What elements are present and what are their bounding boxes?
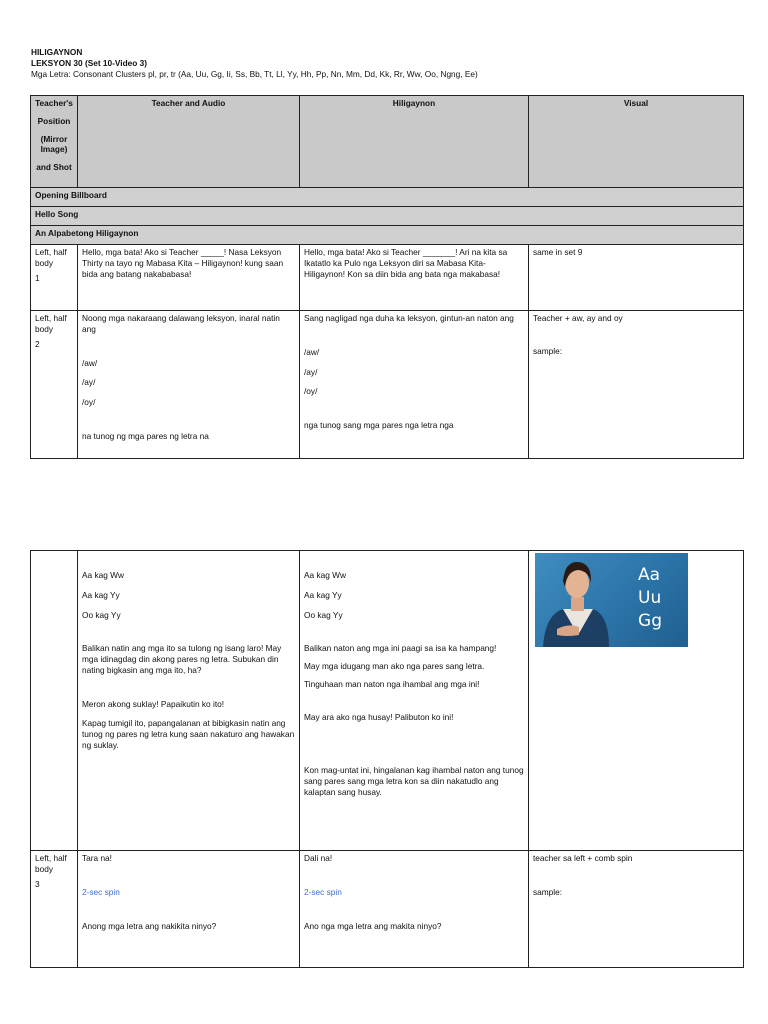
- paragraph: Kon mag-untat ini, hingalanan kag ihambal naton ang tunog sang pares sang mga letra kon sa diin nakatudlo ang kalaptan sang husay.: [304, 765, 524, 798]
- teacher-audio-cell: [78, 551, 300, 851]
- sound-item: /aw/: [304, 346, 320, 357]
- letter-pair: Oo kag Yy: [304, 609, 343, 620]
- teacher-audio-cell: Hello, mga bata! Ako si Teacher _____! Nasa Leksyon Thirty na tayo ng Mabasa Kita – Hiligaynon! kung saan bida ang batang nakababasa!: [78, 245, 300, 311]
- visual-cell: same in set 9: [529, 245, 744, 311]
- teacher-audio-cell: [78, 311, 300, 459]
- thumbnail-letters: [638, 564, 662, 633]
- table-row: [31, 851, 744, 968]
- header-line: and Shot: [36, 162, 72, 173]
- hiligaynon-column-header: Hiligaynon: [300, 96, 529, 188]
- visual-note: Teacher + aw, ay and oy: [533, 313, 623, 323]
- header-line: (Mirror: [40, 133, 68, 144]
- table-row: [31, 245, 744, 311]
- shot-number: 3: [35, 878, 40, 889]
- language-title: HILIGAYNON: [31, 47, 83, 57]
- letter-pair: Aa kag Ww: [304, 570, 346, 580]
- table-row: [31, 311, 744, 459]
- paragraph: Balikan naton ang mga ini paagi sa isa ka hampang!: [304, 643, 497, 654]
- header-line: Teacher's: [35, 98, 73, 108]
- column-header-row: [31, 96, 744, 188]
- paragraph: Tinguhaan man naton nga ihambal ang mga ini!: [304, 678, 480, 689]
- spin-cue: 2-sec spin: [82, 886, 120, 897]
- paragraph: Kapag tumigil ito, papangalanan at bibigkasin natin ang tunog ng pares ng letra kung saan nakaturo ang hawakan ng suklay.: [82, 718, 295, 751]
- spin-cue: 2-sec spin: [304, 886, 342, 897]
- paragraph: nga tunog sang mga pares nga letra nga: [304, 420, 454, 431]
- position-cell: [31, 245, 78, 311]
- sound-item: /aw/: [82, 357, 98, 368]
- section-alphabet: An Alpabetong Hiligaynon: [31, 226, 744, 245]
- visual-cell: [529, 851, 744, 968]
- position-cell: [31, 311, 78, 459]
- position-column-header: [31, 96, 78, 188]
- section-opening-billboard: Opening Billboard: [31, 188, 744, 207]
- visual-column-header: Visual: [529, 96, 744, 188]
- visual-note: sample:: [533, 886, 563, 897]
- table-row: [31, 551, 744, 851]
- sound-item: /ay/: [304, 366, 318, 377]
- hiligaynon-cell: [300, 851, 529, 968]
- paragraph: Noong mga nakaraang dalawang leksyon, inaral natin ang: [82, 313, 280, 334]
- paragraph: Tara na!: [82, 853, 112, 863]
- visual-cell: [529, 551, 744, 851]
- paragraph: May ara ako nga husay! Palibuton ko ini!: [304, 711, 454, 722]
- paragraph: Anong mga letra ang nakikita ninyo?: [82, 920, 217, 931]
- header-line: Position: [37, 115, 71, 126]
- visual-cell: [529, 311, 744, 459]
- sound-item: /ay/: [82, 377, 96, 388]
- letters-line: Mga Letra: Consonant Clusters pl, pr, tr (Aa, Uu, Gg, Ii, Ss, Bb, Tt, Ll, Yy, Hh, Pp, Nn, Mm, Dd, Kk, Rr, Ww, Oo, Ngng, Ee): [31, 68, 478, 79]
- position-cell: [31, 851, 78, 968]
- visual-note: teacher sa left + comb spin: [533, 853, 633, 863]
- position-text: Left, half body: [35, 247, 67, 268]
- paragraph: Balikan natin ang mga ito sa tulong ng isang laro! May mga idinagdag din akong pares ng letra. Subukan din nating bigkasin ang mga ito, ha?: [82, 643, 282, 675]
- section-row: [31, 226, 744, 245]
- header-line: Image): [40, 144, 68, 155]
- thumbnail-letter: Gg: [638, 611, 662, 631]
- document-header: [31, 47, 478, 79]
- hiligaynon-cell: [300, 311, 529, 459]
- shot-number: 1: [35, 272, 40, 283]
- paragraph: na tunog ng mga pares ng letra na: [82, 430, 209, 441]
- thumbnail-letter: Uu: [638, 588, 662, 608]
- script-table-page-2: [30, 550, 744, 968]
- sound-item: /oy/: [82, 397, 96, 408]
- letter-pair: Oo kag Yy: [82, 609, 121, 620]
- teacher-video-thumbnail: [535, 553, 688, 647]
- section-hello-song: Hello Song: [31, 207, 744, 226]
- hiligaynon-cell: [300, 551, 529, 851]
- hiligaynon-cell: Hello, mga bata! Ako si Teacher _______! Ari na kita sa Ikatatlo ka Pulo nga Leksyon diri sa Mabasa Kita-Hiligaynon! Kon sa diin bida ang bata nga makabasa!: [300, 245, 529, 311]
- visual-note: sample:: [533, 345, 563, 356]
- paragraph: Dali na!: [304, 853, 333, 863]
- teacher-figure-illustration: [535, 553, 688, 647]
- position-cell: [31, 551, 78, 851]
- sound-item: /oy/: [304, 386, 318, 397]
- paragraph: Ano nga mga letra ang makita ninyo?: [304, 920, 442, 931]
- letter-pair: Aa kag Ww: [82, 570, 124, 580]
- lesson-title: LEKSYON 30 (Set 10-Video 3): [31, 57, 148, 68]
- position-text: Left, half body: [35, 853, 67, 874]
- paragraph: Meron akong suklay! Papaikutin ko ito!: [82, 698, 225, 709]
- letter-pair: Aa kag Yy: [304, 589, 342, 600]
- teacher-audio-column-header: Teacher and Audio: [78, 96, 300, 188]
- paragraph: May mga idugang man ako nga pares sang letra.: [304, 661, 485, 672]
- script-table-page-1: [30, 95, 744, 459]
- section-row: [31, 207, 744, 226]
- teacher-audio-cell: [78, 851, 300, 968]
- position-text: Left, half body: [35, 313, 67, 334]
- shot-number: 2: [35, 338, 40, 349]
- letter-pair: Aa kag Yy: [82, 589, 120, 600]
- section-row: [31, 188, 744, 207]
- thumbnail-letter: Aa: [638, 565, 661, 585]
- paragraph: Sang nagligad nga duha ka leksyon, gintun-an naton ang: [304, 313, 514, 323]
